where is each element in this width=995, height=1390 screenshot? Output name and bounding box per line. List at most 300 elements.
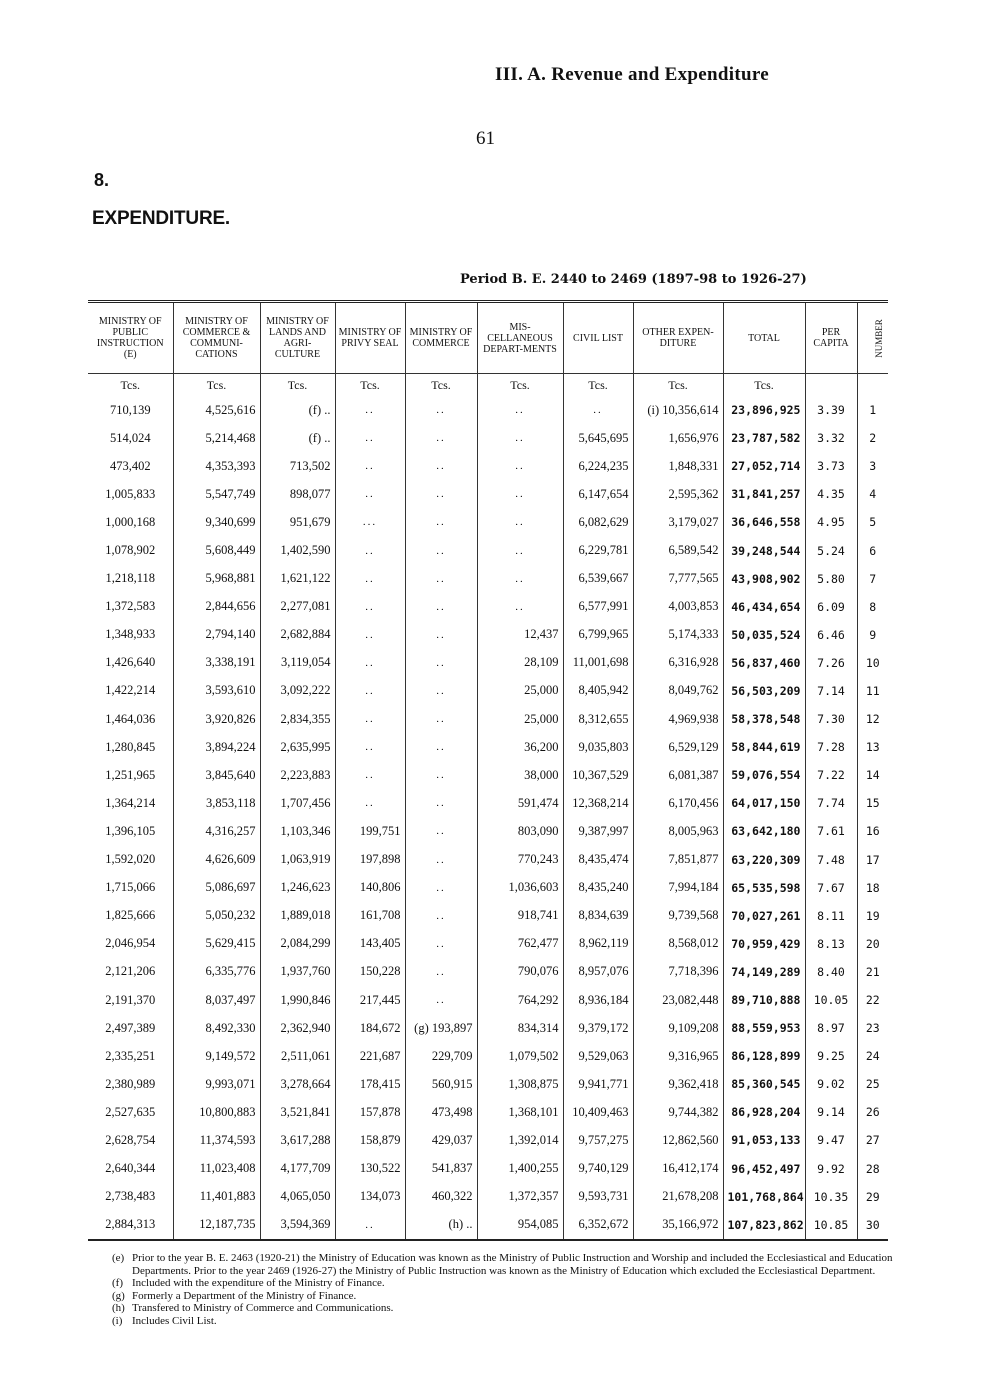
table-cell: 3,278,664 xyxy=(260,1070,335,1098)
table-cell: 2,635,995 xyxy=(260,733,335,761)
table-cell: 5.80 xyxy=(805,565,857,593)
table-cell: .. xyxy=(335,424,405,452)
table-cell: 85,360,545 xyxy=(723,1070,805,1098)
table-row xyxy=(88,396,888,424)
table-cell: 6,539,667 xyxy=(563,565,633,593)
unit-cell: Tcs. xyxy=(335,374,405,397)
table-cell: 39,248,544 xyxy=(723,536,805,564)
table-cell: 5,050,232 xyxy=(173,902,260,930)
table-cell: 6,147,654 xyxy=(563,480,633,508)
table-row xyxy=(88,733,888,761)
table-cell: 91,053,133 xyxy=(723,1126,805,1154)
footnote xyxy=(112,1290,902,1303)
table-cell: 9,316,965 xyxy=(633,1042,723,1070)
table-cell: 221,687 xyxy=(335,1042,405,1070)
table-cell: 9,993,071 xyxy=(173,1070,260,1098)
table-cell: 4.35 xyxy=(805,480,857,508)
table-cell: .. xyxy=(405,536,477,564)
table-cell: 96,452,497 xyxy=(723,1155,805,1183)
table-cell: 63,220,309 xyxy=(723,846,805,874)
table-cell: 9.92 xyxy=(805,1155,857,1183)
footnote xyxy=(112,1302,902,1315)
table-cell: 5,645,695 xyxy=(563,424,633,452)
table-cell: 3,119,054 xyxy=(260,649,335,677)
table-cell: 23,082,448 xyxy=(633,986,723,1014)
table-cell: 1,364,214 xyxy=(105,795,156,810)
units-row xyxy=(88,374,888,397)
unit-cell: Tcs. xyxy=(173,374,260,397)
table-cell: 2,834,355 xyxy=(260,705,335,733)
column-header: PER CAPITA xyxy=(805,302,857,374)
table-cell: .. xyxy=(335,565,405,593)
table-cell: 5.24 xyxy=(805,536,857,564)
table-cell: 8,049,762 xyxy=(633,677,723,705)
table-cell: .. xyxy=(405,789,477,817)
unit-cell xyxy=(805,374,857,397)
footnotes xyxy=(112,1252,902,1327)
column-header: OTHER EXPEN-DITURE xyxy=(633,302,723,374)
table-cell: 3.32 xyxy=(805,424,857,452)
table-cell: 7.22 xyxy=(805,761,857,789)
page-number: 61 xyxy=(476,128,495,149)
table-cell: .. xyxy=(335,677,405,705)
table-cell: 12,368,214 xyxy=(563,789,633,817)
table-cell: .. xyxy=(477,536,563,564)
table-cell: (f) .. xyxy=(260,424,335,452)
unit-cell: Tcs. xyxy=(405,374,477,397)
table-cell: (f) .. xyxy=(260,396,335,424)
table-cell: 4.95 xyxy=(805,508,857,536)
table-cell: 1,402,590 xyxy=(260,536,335,564)
table-cell: 3,092,222 xyxy=(260,677,335,705)
table-cell: 8,492,330 xyxy=(173,1014,260,1042)
table-cell: 10 xyxy=(857,649,888,677)
table-cell: 2,380,989 xyxy=(105,1076,156,1091)
table-cell: 20 xyxy=(857,930,888,958)
footnote xyxy=(112,1277,902,1290)
footnote-mark: (f) xyxy=(112,1277,123,1289)
table-cell: .. xyxy=(405,396,477,424)
table-cell: 4,065,050 xyxy=(260,1183,335,1211)
table-cell: 70,959,429 xyxy=(723,930,805,958)
table-cell: 834,314 xyxy=(477,1014,563,1042)
footnote-text: Included with the expenditure of the Ministry of Finance. xyxy=(132,1277,385,1289)
table-cell: 8.13 xyxy=(805,930,857,958)
table-cell: 7.67 xyxy=(805,874,857,902)
table-cell: 11,401,883 xyxy=(173,1183,260,1211)
table-cell: 1 xyxy=(857,396,888,424)
table-row xyxy=(88,1155,888,1183)
table-cell: 7.28 xyxy=(805,733,857,761)
table-cell: 25 xyxy=(857,1070,888,1098)
table-cell: 9.47 xyxy=(805,1126,857,1154)
table-cell: 2,794,140 xyxy=(173,621,260,649)
table-cell: 8,936,184 xyxy=(563,986,633,1014)
footnote xyxy=(112,1315,902,1328)
table-cell: 4,316,257 xyxy=(173,817,260,845)
table-cell: 46,434,654 xyxy=(723,593,805,621)
table-row xyxy=(88,565,888,593)
table-cell: 764,292 xyxy=(477,986,563,1014)
table-cell: 17 xyxy=(857,846,888,874)
table-row xyxy=(88,1126,888,1154)
table-cell: 9,379,172 xyxy=(563,1014,633,1042)
table-cell: 3.73 xyxy=(805,452,857,480)
table-cell: 473,498 xyxy=(405,1098,477,1126)
table-row xyxy=(88,986,888,1014)
table-cell: (h) .. xyxy=(405,1211,477,1240)
table-cell: 3,593,610 xyxy=(173,677,260,705)
table-cell: 56,503,209 xyxy=(723,677,805,705)
table-cell: .. xyxy=(335,480,405,508)
table-cell: 1,368,101 xyxy=(477,1098,563,1126)
table-cell: .. xyxy=(335,1211,405,1240)
table-cell: 1,246,623 xyxy=(260,874,335,902)
table-cell: 7,851,877 xyxy=(633,846,723,874)
table-cell: 6.46 xyxy=(805,621,857,649)
table-cell: 199,751 xyxy=(335,817,405,845)
table-cell: 1,251,965 xyxy=(105,767,156,782)
table-cell: .. xyxy=(405,621,477,649)
column-header: CIVIL LIST xyxy=(563,302,633,374)
table-cell: 2 xyxy=(857,424,888,452)
table-cell: 6,229,781 xyxy=(563,536,633,564)
table-cell: 50,035,524 xyxy=(723,621,805,649)
table-cell: 7 xyxy=(857,565,888,593)
table-cell: 1,005,833 xyxy=(105,486,156,501)
table-cell: 229,709 xyxy=(405,1042,477,1070)
table-cell: 3,853,118 xyxy=(173,789,260,817)
column-header: MINISTRY OF COMMERCE xyxy=(405,302,477,374)
table-cell: 197,898 xyxy=(335,846,405,874)
table-cell: 6,589,542 xyxy=(633,536,723,564)
table-cell: 12,187,735 xyxy=(173,1211,260,1240)
table-cell: 58,378,548 xyxy=(723,705,805,733)
table-cell: .. xyxy=(405,705,477,733)
table-row xyxy=(88,902,888,930)
table-cell: 7.61 xyxy=(805,817,857,845)
table-cell: 178,415 xyxy=(335,1070,405,1098)
table-cell: 1,078,902 xyxy=(105,543,156,558)
table-cell: 36,200 xyxy=(477,733,563,761)
table-cell: .. xyxy=(477,508,563,536)
table-row xyxy=(88,1042,888,1070)
table-cell: 10.05 xyxy=(805,986,857,1014)
table-cell: 130,522 xyxy=(335,1155,405,1183)
table-cell: .. xyxy=(335,452,405,480)
table-cell: 7,777,565 xyxy=(633,565,723,593)
table-cell: 473,402 xyxy=(109,458,151,473)
table-row xyxy=(88,761,888,789)
footnote-mark: (h) xyxy=(112,1302,125,1314)
table-cell: .. xyxy=(335,789,405,817)
table-cell: 63,642,180 xyxy=(723,817,805,845)
table-cell: 7.26 xyxy=(805,649,857,677)
table-cell: 25,000 xyxy=(477,705,563,733)
table-cell: 11 xyxy=(857,677,888,705)
table-cell: 3,617,288 xyxy=(260,1126,335,1154)
table-cell: 150,228 xyxy=(335,958,405,986)
table-cell: .. xyxy=(335,761,405,789)
table-cell: 8.11 xyxy=(805,902,857,930)
table-cell: .. xyxy=(405,677,477,705)
table-cell: 1,079,502 xyxy=(477,1042,563,1070)
table-cell: 710,139 xyxy=(109,402,151,417)
table-cell: 6,577,991 xyxy=(563,593,633,621)
table-cell: 9,739,568 xyxy=(633,902,723,930)
table-cell: 23 xyxy=(857,1014,888,1042)
table-cell: 3,845,640 xyxy=(173,761,260,789)
table-cell: 8,435,240 xyxy=(563,874,633,902)
table-cell: 10,800,883 xyxy=(173,1098,260,1126)
table-cell: 3,338,191 xyxy=(173,649,260,677)
table-cell: .. xyxy=(405,958,477,986)
column-header: MINISTRY OF COMMERCE & COMMUNI-CATIONS xyxy=(173,302,260,374)
table-cell: 9,109,208 xyxy=(633,1014,723,1042)
table-cell: 23,787,582 xyxy=(723,424,805,452)
table-cell: .. xyxy=(405,874,477,902)
section-number: 8. xyxy=(94,170,110,190)
table-cell: 10.85 xyxy=(805,1211,857,1240)
table-cell: 5,968,881 xyxy=(173,565,260,593)
table-cell: 158,879 xyxy=(335,1126,405,1154)
table-cell: 7.30 xyxy=(805,705,857,733)
table-cell: 14 xyxy=(857,761,888,789)
table-cell: 143,405 xyxy=(335,930,405,958)
table-row xyxy=(88,677,888,705)
table-cell: 8,005,963 xyxy=(633,817,723,845)
table-cell: .. xyxy=(405,733,477,761)
table-cell: 19 xyxy=(857,902,888,930)
table-cell: 8,037,497 xyxy=(173,986,260,1014)
table-cell: .. xyxy=(405,649,477,677)
table-cell: (i) 10,356,614 xyxy=(633,396,723,424)
table-cell: 6,316,928 xyxy=(633,649,723,677)
table-cell: 6,352,672 xyxy=(563,1211,633,1240)
table-cell: .. xyxy=(335,593,405,621)
table-cell: 107,823,862 xyxy=(723,1211,805,1240)
table-cell: 18 xyxy=(857,874,888,902)
table-cell: 2,084,299 xyxy=(260,930,335,958)
table-cell: 12,862,560 xyxy=(633,1126,723,1154)
table-cell: 43,908,902 xyxy=(723,565,805,593)
column-header-label: NUMBER xyxy=(873,318,884,358)
table-row xyxy=(88,649,888,677)
table-cell: 9.14 xyxy=(805,1098,857,1126)
table-cell: 6,081,387 xyxy=(633,761,723,789)
table-cell: 12 xyxy=(857,705,888,733)
table-cell: 541,837 xyxy=(405,1155,477,1183)
table-cell: .. xyxy=(405,565,477,593)
table-cell: 6,082,629 xyxy=(563,508,633,536)
table-cell: .. xyxy=(335,705,405,733)
footnote-text: Transfered to Ministry of Commerce and Communications. xyxy=(132,1302,394,1314)
table-cell: 1,715,066 xyxy=(105,880,156,895)
table-cell: 9,744,382 xyxy=(633,1098,723,1126)
table-cell: 1,825,666 xyxy=(105,908,156,923)
table-cell: 1,103,346 xyxy=(260,817,335,845)
period-caption: Period B. E. 2440 to 2469 (1897-98 to 1926-27) xyxy=(460,272,807,287)
table-cell: 1,348,933 xyxy=(105,627,156,642)
unit-cell: Tcs. xyxy=(723,374,805,397)
table-cell: 1,396,105 xyxy=(105,823,156,838)
table-cell: 21,678,208 xyxy=(633,1183,723,1211)
table-cell: 2,628,754 xyxy=(105,1132,156,1147)
table-row xyxy=(88,480,888,508)
table-cell: 25,000 xyxy=(477,677,563,705)
table-cell: .. xyxy=(405,761,477,789)
table-cell: .. xyxy=(335,649,405,677)
table-cell: 2,362,940 xyxy=(260,1014,335,1042)
table-cell: 35,166,972 xyxy=(633,1211,723,1240)
table-cell: 8 xyxy=(857,593,888,621)
table-cell: 8,834,639 xyxy=(563,902,633,930)
table-cell: 8,568,012 xyxy=(633,930,723,958)
table-cell: 59,076,554 xyxy=(723,761,805,789)
table-row xyxy=(88,874,888,902)
unit-cell: Tcs. xyxy=(477,374,563,397)
table-cell: 1,063,919 xyxy=(260,846,335,874)
table-cell: 5,174,333 xyxy=(633,621,723,649)
table-cell: 1,218,118 xyxy=(105,571,156,586)
table-row xyxy=(88,705,888,733)
table-row xyxy=(88,1183,888,1211)
table-cell: 9,757,275 xyxy=(563,1126,633,1154)
table-cell: 803,090 xyxy=(477,817,563,845)
table-cell: 30 xyxy=(857,1211,888,1240)
table-cell: 1,422,214 xyxy=(105,683,156,698)
table-cell: 8,435,474 xyxy=(563,846,633,874)
table-cell: 6,335,776 xyxy=(173,958,260,986)
table-cell: 9,340,699 xyxy=(173,508,260,536)
table-cell: .. xyxy=(405,986,477,1014)
table-cell: .. xyxy=(563,396,633,424)
table-cell: 4,177,709 xyxy=(260,1155,335,1183)
column-header: TOTAL xyxy=(723,302,805,374)
table-cell: 86,928,204 xyxy=(723,1098,805,1126)
table-cell: 2,046,954 xyxy=(105,936,156,951)
table-cell: 70,027,261 xyxy=(723,902,805,930)
table-cell: .. xyxy=(335,536,405,564)
table-cell: 5,629,415 xyxy=(173,930,260,958)
table-header-row xyxy=(88,302,888,374)
table-cell: .. xyxy=(405,452,477,480)
unit-cell: Tcs. xyxy=(633,374,723,397)
table-cell: 3 xyxy=(857,452,888,480)
table-cell: 86,128,899 xyxy=(723,1042,805,1070)
table-cell: 3,594,369 xyxy=(260,1211,335,1240)
table-row xyxy=(88,958,888,986)
table-cell: 8.97 xyxy=(805,1014,857,1042)
table-cell: 16 xyxy=(857,817,888,845)
running-header: III. A. Revenue and Expenditure xyxy=(495,64,769,85)
table-cell: 15 xyxy=(857,789,888,817)
table-cell: 3.39 xyxy=(805,396,857,424)
footnote-mark: (e) xyxy=(112,1252,125,1264)
table-cell: 1,592,020 xyxy=(105,852,156,867)
section-title: EXPENDITURE. xyxy=(92,208,231,229)
table-cell: 1,889,018 xyxy=(260,902,335,930)
table-cell: 6 xyxy=(857,536,888,564)
table-cell: 9,035,803 xyxy=(563,733,633,761)
table-cell: 2,277,081 xyxy=(260,593,335,621)
footnote-text: Formerly a Department of the Ministry of Finance. xyxy=(132,1289,357,1302)
table-cell: 2,527,635 xyxy=(105,1104,156,1119)
table-cell: 217,445 xyxy=(335,986,405,1014)
table-cell: 1,400,255 xyxy=(477,1155,563,1183)
table-row xyxy=(88,593,888,621)
table-cell: 2,497,389 xyxy=(105,1020,156,1035)
table-cell: 9,362,418 xyxy=(633,1070,723,1098)
table-cell: 28,109 xyxy=(477,649,563,677)
table-cell: 4,003,853 xyxy=(633,593,723,621)
table-cell: .. xyxy=(477,424,563,452)
table-cell: 11,374,593 xyxy=(173,1126,260,1154)
table-cell: 9,149,572 xyxy=(173,1042,260,1070)
table-cell: 22 xyxy=(857,986,888,1014)
column-header: MINISTRY OF PRIVY SEAL xyxy=(335,302,405,374)
table-cell: 2,640,344 xyxy=(105,1161,156,1176)
table-cell: .. xyxy=(405,817,477,845)
table-cell: 8,962,119 xyxy=(563,930,633,958)
table-cell: 1,937,760 xyxy=(260,958,335,986)
table-cell: 3,920,826 xyxy=(173,705,260,733)
table-cell: .. xyxy=(335,621,405,649)
table-cell: 7,718,396 xyxy=(633,958,723,986)
table-row xyxy=(88,817,888,845)
table-cell: .. xyxy=(405,846,477,874)
table-row xyxy=(88,1070,888,1098)
table-cell: 3,521,841 xyxy=(260,1098,335,1126)
expenditure-table xyxy=(88,300,888,1241)
table-cell: 898,077 xyxy=(260,480,335,508)
table-row xyxy=(88,930,888,958)
table-cell: 1,280,845 xyxy=(105,739,156,754)
table-cell: 1,464,036 xyxy=(105,711,156,726)
table-cell: 1,621,122 xyxy=(260,565,335,593)
table-cell: 89,710,888 xyxy=(723,986,805,1014)
table-cell: 5,214,468 xyxy=(173,424,260,452)
table-cell: 2,844,656 xyxy=(173,593,260,621)
table-cell: 88,559,953 xyxy=(723,1014,805,1042)
table-cell: 31,841,257 xyxy=(723,480,805,508)
table-cell: 1,392,014 xyxy=(477,1126,563,1154)
footnote-text: Prior to the year B. E. 2463 (1920-21) the Ministry of Education was known as the Ministry of Public Instruction and Worship and included the Ecclesiastical and Education Departments. Prior to the year 2469 (1926-27) the Ministry of Public Instruction was known as the Ministry of Education which excluded the Ecclesiastical Department. xyxy=(132,1252,893,1277)
table-cell: 10,367,529 xyxy=(563,761,633,789)
table-cell: 1,426,640 xyxy=(105,655,156,670)
table-cell: 5,547,749 xyxy=(173,480,260,508)
table-cell: 591,474 xyxy=(477,789,563,817)
table-cell: 9 xyxy=(857,621,888,649)
table-row xyxy=(88,1211,888,1240)
table-cell: 9,740,129 xyxy=(563,1155,633,1183)
table-cell: .. xyxy=(405,902,477,930)
table-cell: 770,243 xyxy=(477,846,563,874)
table-row xyxy=(88,508,888,536)
table-cell: 38,000 xyxy=(477,761,563,789)
unit-cell: Tcs. xyxy=(120,377,140,392)
table-cell: 7.48 xyxy=(805,846,857,874)
table-cell: .. xyxy=(335,396,405,424)
footnote-text: Includes Civil List. xyxy=(132,1314,217,1327)
table-cell: 2,595,362 xyxy=(633,480,723,508)
table-cell: 5 xyxy=(857,508,888,536)
table-cell: 3,894,224 xyxy=(173,733,260,761)
table-cell: 4,353,393 xyxy=(173,452,260,480)
table-cell: 21 xyxy=(857,958,888,986)
table-cell: 2,191,370 xyxy=(105,992,156,1007)
table-cell: 6,224,235 xyxy=(563,452,633,480)
